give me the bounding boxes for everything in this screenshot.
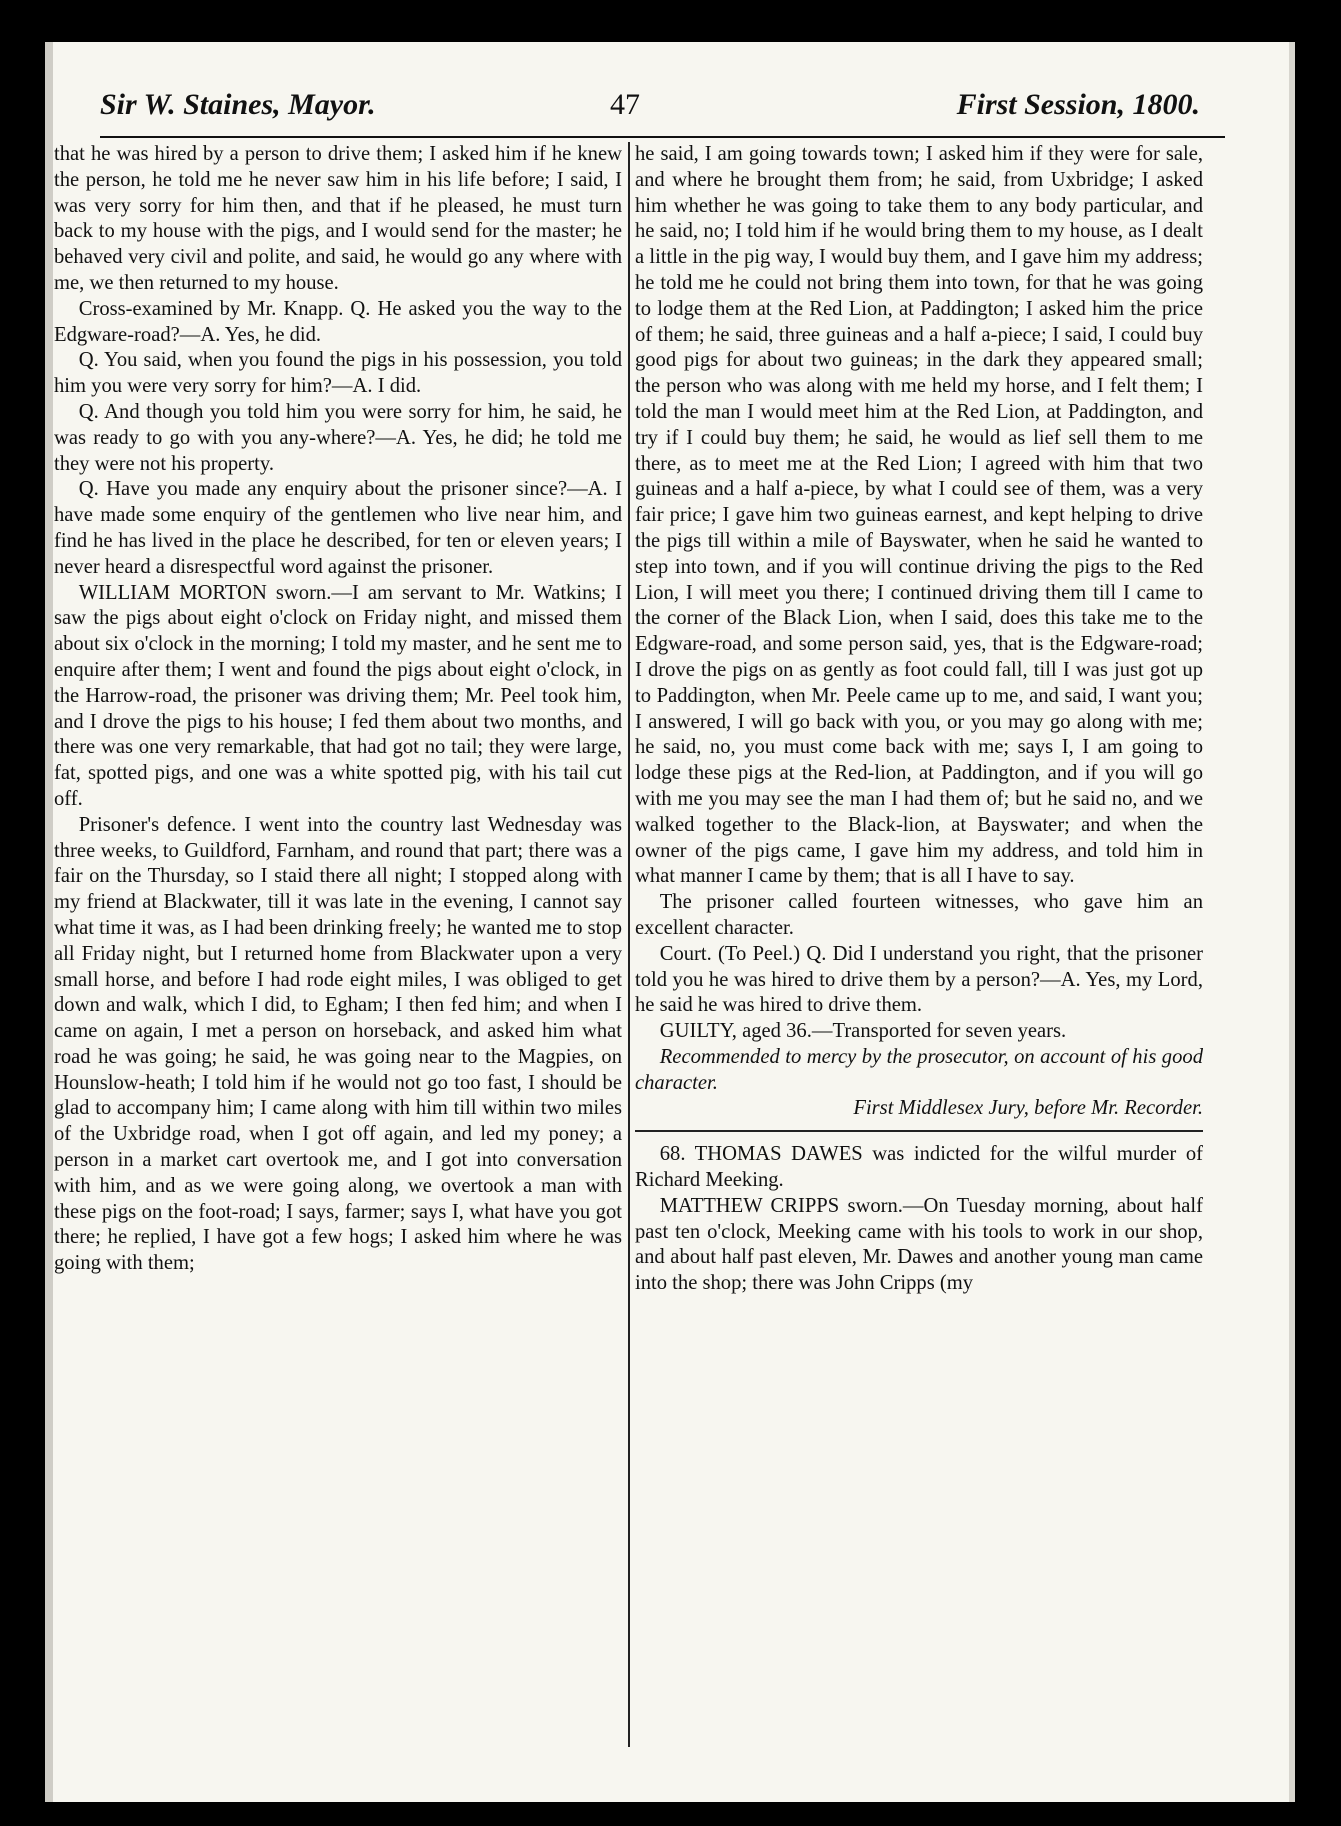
paragraph: Q. Have you made any enquiry about the prisoner since?—A. I have made some enquiry of the gentlemen who live near him, and find he has lived in the place he described, for ten or eleven years; I never heard a disrespectful word against the prisoner. bbox=[54, 478, 622, 578]
page-edge-shadow bbox=[45, 42, 53, 1802]
running-header bbox=[45, 82, 1295, 134]
jury-note: First Middlesex Jury, before Mr. Recorder. bbox=[853, 1097, 1203, 1120]
case-heading: 68. THOMAS DAWES was indicted for the wilful murder of Richard Meeking. bbox=[635, 1143, 1203, 1192]
paragraph: Q. And though you told him you were sorry for him, he said, he was ready to go with you any-where?—A. Yes, he did; he told me they were not his property. bbox=[54, 400, 622, 475]
page-number: 47 bbox=[610, 88, 640, 121]
header-rule bbox=[100, 136, 1225, 138]
paragraph: Q. You said, when you found the pigs in his possession, you told him you were very sorry for him?—A. I did. bbox=[54, 349, 622, 398]
right-column bbox=[635, 142, 1203, 1767]
header-left: Sir W. Staines, Mayor. bbox=[100, 88, 376, 121]
court-question: Court. (To Peel.) Q. Did I understand you right, that the prisoner told you he was hired to drive them by a person?—A. Yes, my Lord, he said he was hired to drive them. bbox=[635, 942, 1203, 1017]
left-column bbox=[54, 142, 622, 1767]
recommendation: Recommended to mercy by the prosecutor, on account of his good character. bbox=[635, 1045, 1203, 1094]
page-edge-shadow bbox=[1289, 42, 1295, 1802]
verdict: GUILTY, aged 36.—Transported for seven years. bbox=[659, 1020, 1067, 1043]
paragraph: he said, I am going towards town; I asked him if they were for sale, and where he brought them from; he said, from Uxbridge; I asked him whether he was going to take them to any body particular, and he said, no; I told him if he would bring them to my house, as I dealt a little in the pig way, I would buy them, and I gave him my address; he told me he could not bring them into town, for that he was going to lodge them at the Red Lion, at Paddington; I asked him the price of them; he said, three guineas and a half a-piece; I said, I could buy good pigs for about two guineas; in the dark they appeared small; the person who was along with me held my horse, and I felt them; I told the man I would meet him at the Red Lion, at Paddington, and try if I could buy them; he said, he would as lief sell them to me there, as to meet me at the Red Lion; I agreed with him that two guineas and a half a-piece, by what I could see of them, was a very fair price; I gave him two guineas earnest, and kept helping to drive the pigs till within a mile of Bayswater, when he said he wanted to step into town, and if you will continue driving the pigs to the Red Lion, I will meet you there; I continued driving them till I came to the corner of the Black Lion, when I said, does this take me to the Edgware-road, and some person said, yes, that is the Edgware-road; I drove the pigs on as gently as foot could fall, till I was just got up to Paddington, when Mr. Peele came up to me, and said, I want you; I answered, I will go back with you, or you may go along with me; he said, no, you must come back with me; says I, I am going to lodge these pigs at the Red-lion, at Paddington, and if you will go with me you may see the man I had them of; but he said no, and we walked together to the Black-lion, at Bayswater; and when the owner of the pigs came, I gave him my address, and told him in what manner I came by them; that is all I have to say. bbox=[635, 143, 1203, 888]
witness-testimony: MATTHEW CRIPPS sworn.—On Tuesday morning, about half past ten o'clock, Meeking came with his tools to work in our shop, and about half past eleven, Mr. Dawes and another young man came into the shop; there was John Cripps (my bbox=[635, 1194, 1203, 1295]
witness-testimony: WILLIAM MORTON sworn.—I am servant to Mr. Watkins; I saw the pigs about eight o'clock on Friday night, and missed them about six o'clock in the morning; I told my master, and he sent me to enquire after them; I went and found the pigs about eight o'clock, in the Harrow-road, the prisoner was driving them; Mr. Peel took him, and I drove the pigs to his house; I fed them about two months, and there was one very remarkable, that had got no tail; they were large, fat, spotted pigs, and one was a white spotted pig, with his tail cut off. bbox=[54, 581, 622, 810]
paragraph: that he was hired by a person to drive them; I asked him if he knew the person, he told me he never saw him in his life before; I said, I was very sorry for him then, and that if he pleased, he must turn back to my house with the pigs, and I would send for the master; he behaved very civil and polite, and said, he would go any where with me, we then returned to my house. bbox=[54, 143, 622, 294]
prisoner-defence: Prisoner's defence. I went into the country last Wednesday was three weeks, to Guildford, Farnham, and round that part; there was a fair on the Thursday, so I staid there all night; I stopped along with my friend at Blackwater, till it was late in the evening, I cannot say what time it was, as I had been drinking freely; he wanted me to stop all Friday night, but I returned home from Blackwater upon a very small horse, and before I had rode eight miles, I was obliged to get down and walk, which I did, to Egham; I then fed him; and when I came on again, I met a person on horseback, and asked him what road he was going; he said, he was going near to the Magpies, on Hounslow-heath; I told him if he would not go too fast, I should be glad to accompany him; I came along with him till within two miles of the Uxbridge road, when I got off again, and led my poney; a person in a market cart overtook me, and I got into conversation with him, and as we were going along, we overtook a man with these pigs on the foot-road; I says, farmer; says I, what have you got there; he replied, I have got a few hogs; I asked him where he was going with them; bbox=[54, 813, 622, 1275]
section-rule bbox=[635, 1130, 1203, 1132]
header-right: First Session, 1800. bbox=[956, 88, 1200, 121]
paragraph: The prisoner called fourteen witnesses, who gave him an excellent character. bbox=[635, 891, 1203, 939]
column-divider bbox=[628, 142, 630, 1747]
cross-examination-heading: Cross-examined by Mr. Knapp. Q. He asked you the way to the Edgware-road?—A. Yes, he did. bbox=[54, 297, 622, 346]
document-page bbox=[45, 42, 1295, 1802]
